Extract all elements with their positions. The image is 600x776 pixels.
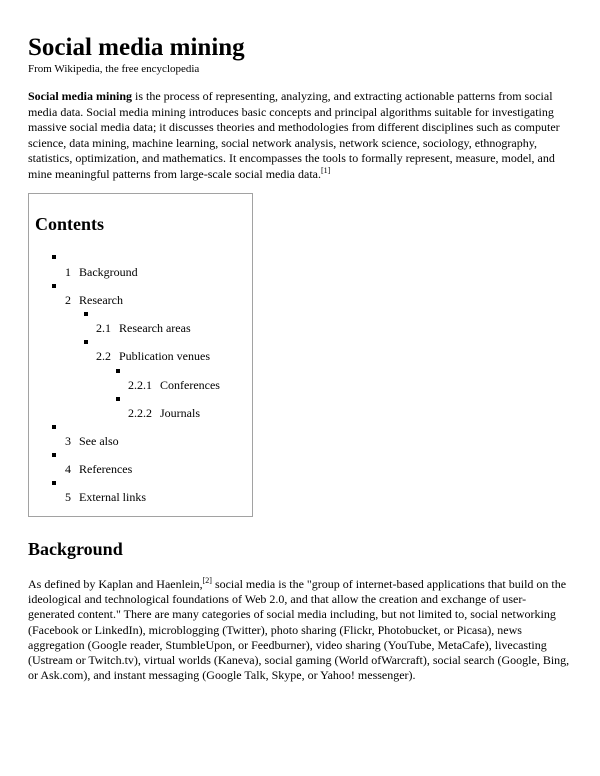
page-title: Social media mining: [28, 34, 245, 61]
toc-bullet: [84, 312, 88, 316]
citation-link[interactable]: [1]: [321, 165, 331, 175]
toc-item-external-links[interactable]: 5 External links: [65, 490, 146, 504]
background-text-rest: social media is the "group of internet-based applications that build on the ideological and technological foundations of Web 2.0, and that allow the creation and exchange of user-generated content." There are many categories of social media including, but not limited to, social networking (Facebook or LinkedIn), microblogging (Twitter), photo sharing (Flickr, Photobucket, or Picasa), news aggregation (Google reader, StumbleUpon, or Feedburner), video sharing (YouTube, MetaCafe), livecasting (Ustream or Twitch.tv), virtual worlds (Kaneva), social gaming (World ofWarcraft), social search (Google, Bing, or Ask.com), and instant messaging (Google Talk, Skype, or Yahoo! messenger).: [28, 577, 570, 683]
background-text-start: As defined by Kaplan and Haenlein,: [28, 577, 203, 591]
toc-item-journals[interactable]: 2.2.2 Journals: [128, 406, 200, 420]
toc-item-conferences[interactable]: 2.2.1 Conferences: [128, 378, 220, 392]
toc-bullet: [84, 340, 88, 344]
toc-bullet: [52, 425, 56, 429]
intro-term: Social media mining: [28, 89, 133, 103]
toc-bullet: [116, 369, 120, 373]
toc-item-research-areas[interactable]: 2.1 Research areas: [96, 321, 191, 335]
toc-title: Contents: [35, 214, 105, 234]
section-heading-background: Background: [28, 539, 123, 559]
intro-text: is the process of representing, analyzing, and extracting actionable patterns from social media data. Social media mining introduces basic concepts and principal algorithms suitable for investigating massive social media data; it discusses theories and methodologies from different disciplines such as computer science, data mining, machine learning, social network analysis, network science, sociology, ethnography, statistics, optimization, and mathematics. It encompasses the tools to formally represent, measure, model, and mine meaningful patterns from large-scale social media data.: [28, 89, 560, 181]
citation-link[interactable]: [2]: [202, 576, 212, 585]
toc-bullet: [116, 397, 120, 401]
toc-bullet: [52, 453, 56, 457]
background-paragraph: [28, 577, 572, 683]
toc-item-references[interactable]: 4 References: [65, 462, 133, 476]
toc-item-publication-venues[interactable]: 2.2 Publication venues: [96, 349, 210, 363]
toc-item-see-also[interactable]: 3 See also: [65, 434, 119, 448]
toc-bullet: [52, 481, 56, 485]
toc-bullet: [52, 255, 56, 259]
toc-item-background[interactable]: 1 Background: [65, 265, 138, 279]
intro-paragraph: [28, 89, 572, 182]
table-of-contents: [28, 193, 253, 517]
toc-item-research[interactable]: 2 Research: [65, 293, 123, 307]
page-subtitle: From Wikipedia, the free encyclopedia: [28, 63, 200, 75]
toc-bullet: [52, 284, 56, 288]
